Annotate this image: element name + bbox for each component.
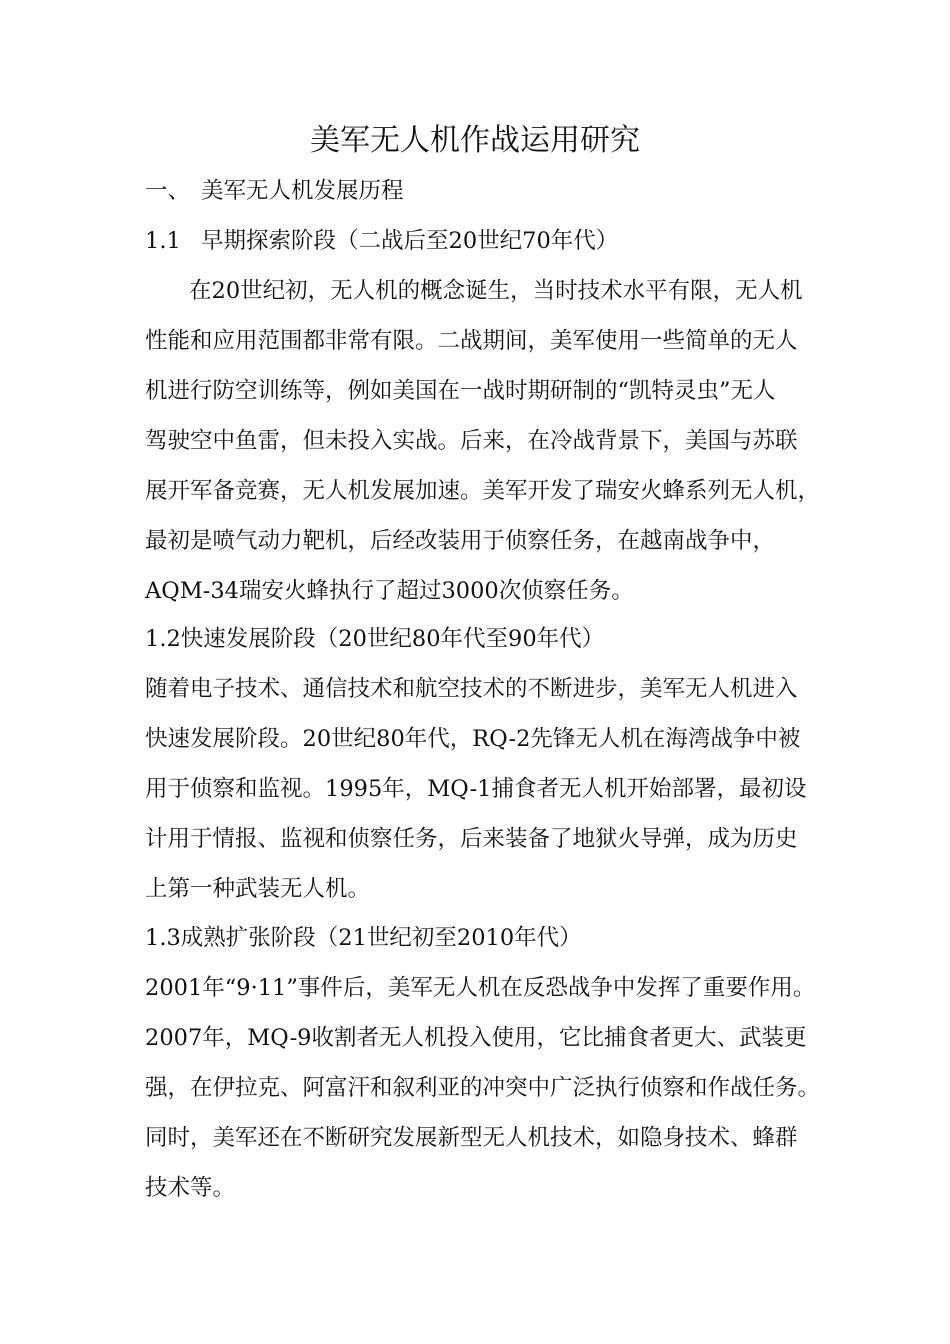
subsection-heading-1-2: 1.2快速发展阶段（20世纪80年代至90年代） [145, 626, 605, 652]
paragraph-line: 上第一种武装无人机。 [145, 876, 371, 902]
paragraph-line: 用于侦察和监视。1995年，MQ-1捕食者无人机开始部署，最初设 [145, 776, 807, 802]
paragraph-line: 驾驶空中鱼雷，但未投入实战。后来，在冷战背景下，美国与苏联 [145, 428, 798, 454]
paragraph-line: 2007年，MQ-9收割者无人机投入使用，它比捕食者更大、武装更 [145, 1025, 807, 1051]
subsection-heading-1-1 [145, 216, 618, 266]
paragraph-line: 同时，美军还在不断研究发展新型无人机技术，如隐身技术、蜂群 [145, 1125, 798, 1151]
paragraph-line: 展开军备竞赛，无人机发展加速。美军开发了瑞安火蜂系列无人机， [145, 478, 821, 504]
document-title: 美军无人机作战运用研究 [310, 123, 640, 158]
paragraph-line: 随着电子技术、通信技术和航空技术的不断进步，美军无人机进入 [145, 676, 798, 702]
section-number: 一、 [145, 178, 191, 204]
paragraph-line: 强，在伊拉克、阿富汗和叙利亚的冲突中广泛执行侦察和作战任务。 [145, 1075, 821, 1101]
paragraph-line: 机进行防空训练等，例如美国在一战时期研制的“凯特灵虫”无人 [145, 378, 776, 404]
section-heading-1 [145, 166, 404, 216]
paragraph-line: 性能和应用范围都非常有限。二战期间，美军使用一些简单的无人 [145, 328, 798, 354]
subsection-heading-text: 早期探索阶段（二战后至20世纪70年代） [201, 228, 619, 254]
paragraph-line: 技术等。 [145, 1175, 236, 1201]
paragraph-line: 在20世纪初，无人机的概念诞生，当时技术水平有限，无人机 [189, 278, 803, 304]
paragraph-line: 2001年“9·11”事件后，美军无人机在反恐战争中发挥了重要作用。 [145, 975, 816, 1001]
paragraph-line: AQM-34瑞安火蜂执行了超过3000次侦察任务。 [145, 578, 634, 604]
subsection-number: 1.1 [145, 228, 181, 254]
paragraph-line: 计用于情报、监视和侦察任务，后来装备了地狱火导弹，成为历史 [145, 826, 798, 852]
paragraph-line: 最初是喷气动力靶机，后经改装用于侦察任务，在越南战争中， [145, 528, 776, 554]
subsection-heading-1-3: 1.3成熟扩张阶段（21世纪初至2010年代） [145, 925, 582, 951]
section-heading-text: 美军无人机发展历程 [201, 178, 404, 204]
paragraph-line: 快速发展阶段。20世纪80年代，RQ-2先锋无人机在海湾战争中被 [145, 726, 801, 752]
